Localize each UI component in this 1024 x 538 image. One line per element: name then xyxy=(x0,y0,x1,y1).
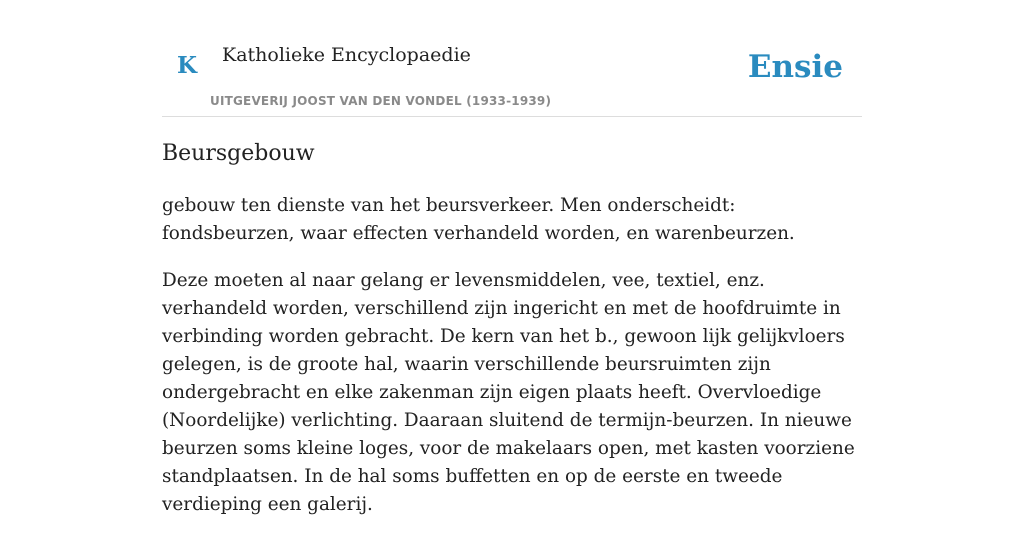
article-title: Beursgebouw xyxy=(162,141,315,166)
site-title[interactable]: Katholieke Encyclopaedie xyxy=(222,44,471,66)
logo-icon[interactable]: K xyxy=(177,52,197,79)
page xyxy=(162,0,862,515)
article-paragraph: Deze moeten al naar gelang er levensmiddelen, vee, textiel, enz. verhandeld worden, verschillend zijn ingericht en met de hoofdruimte in verbinding worden gebracht. De kern van het b., gewoon lijk gelijkvloers gelegen, is de groote hal, waarin verschillende beursruimten zijn ondergebracht en elke zakenman zijn eigen plaats heeft. Overvloedige (Noordelijke) verlichting. Daaraan sluitend de termijn-beurzen. In nieuwe beurzen soms kleine loges, voor de makelaars open, met kasten voorziene standplaatsen. In de hal soms buffetten en op de eerste en tweede verdieping een galerij. xyxy=(162,270,855,515)
publisher-subtitle: UITGEVERIJ JOOST VAN DEN VONDEL (1933-1939) xyxy=(210,94,552,108)
article-paragraph: gebouw ten dienste van het beursverkeer. Men onderscheidt: fondsbeurzen, waar effecten verhandeld worden, en warenbeurzen. xyxy=(162,195,795,244)
site-header xyxy=(162,0,862,117)
brand-logo[interactable]: Ensie xyxy=(747,49,843,85)
article-body xyxy=(162,192,862,538)
